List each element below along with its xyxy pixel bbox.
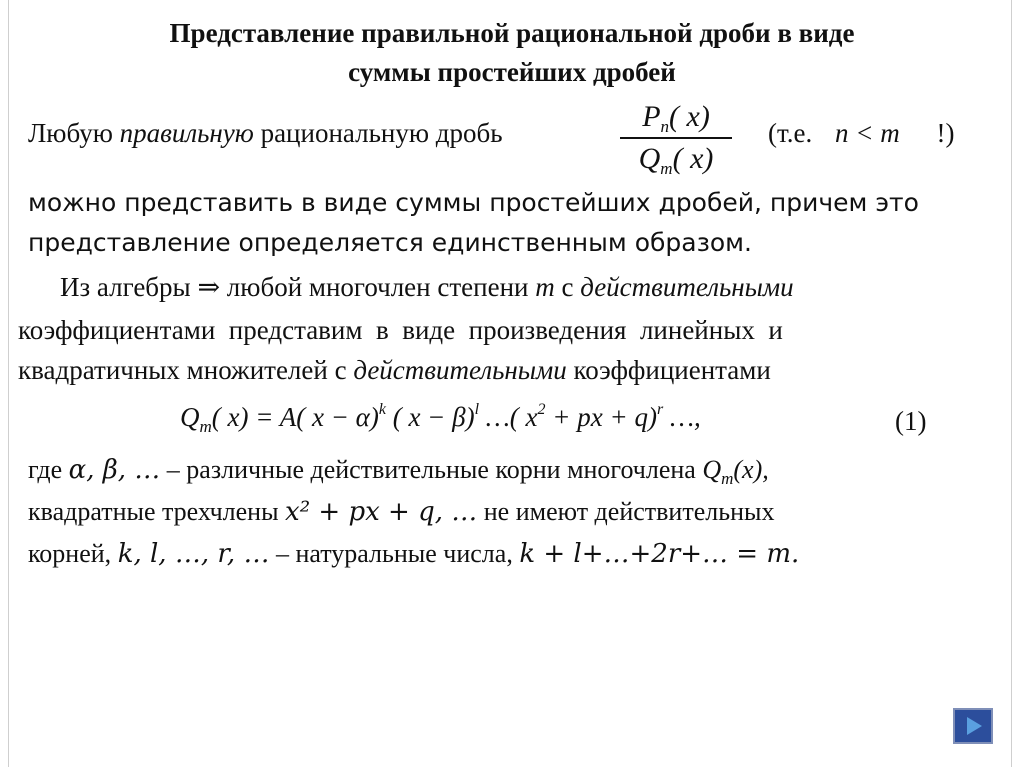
te-note xyxy=(768,118,954,149)
p1-text-a: Любую xyxy=(28,118,120,148)
p3-l1-italic: действительными xyxy=(580,272,794,302)
p4-l3-b: – натуральные числа, xyxy=(269,539,520,568)
p2-line2: представление определяется единственным образом. xyxy=(28,228,752,257)
p3-l1-b: с xyxy=(554,272,581,302)
p3-l1-m: m xyxy=(535,272,555,302)
formula-lhs: Q xyxy=(180,402,200,432)
p4-l2-a: квадратные трехчлены xyxy=(28,497,286,526)
te-text: (т.е. xyxy=(768,118,813,148)
slide-title-line1: Представление правильной рациональной дроби в виде xyxy=(169,18,855,48)
p4-l2-b: не имеют действительных xyxy=(477,497,775,526)
p4-line3 xyxy=(28,539,799,569)
formula-exp-l: l xyxy=(474,401,480,418)
formula-part-b: ( x − β) xyxy=(385,402,475,432)
fraction-denominator xyxy=(620,142,732,176)
p4-l1-b: – различные действительные корни многочлена xyxy=(160,455,703,484)
p4-l3-math2: k + l+…+2r+… = m. xyxy=(519,539,800,569)
p3-line1 xyxy=(60,272,794,303)
p4-l1-qsub: m xyxy=(721,469,734,488)
den-main: Q xyxy=(638,142,661,175)
formula-part-c: …( x xyxy=(479,402,538,432)
p4-line2 xyxy=(28,497,774,527)
fraction-bar xyxy=(620,137,732,139)
num-arg: ( x) xyxy=(669,100,710,133)
formula-number: (1) xyxy=(895,406,927,436)
te-condition: n < m xyxy=(835,118,900,148)
formula-1 xyxy=(180,401,701,436)
formula-part-a: ( x) = A( x − α) xyxy=(211,402,379,432)
p2-line1: можно представить в виде суммы простейших дробей, причем это xyxy=(28,188,919,217)
fraction-numerator xyxy=(620,100,732,134)
p3-line2: коэффициентами представим в виде произведения линейных и xyxy=(18,315,783,345)
formula-lhs-sub: m xyxy=(199,417,212,436)
slide-title-line2: суммы простейших дробей xyxy=(348,57,676,87)
p4-l1-c: (x), xyxy=(733,455,769,484)
p1-italic: правильную xyxy=(119,118,254,148)
p4-l1-math: α, β, … xyxy=(68,455,161,485)
next-slide-button[interactable] xyxy=(953,708,993,744)
p4-line1 xyxy=(28,455,769,488)
p4-l3-a: корней, xyxy=(28,539,118,568)
p4-l1-a: где xyxy=(28,455,69,484)
p1-text-b: рациональную дробь xyxy=(253,118,503,148)
fraction-pn-qm xyxy=(620,100,732,176)
formula-exp-r: r xyxy=(656,401,664,418)
p4-l2-math: x² + px + q, … xyxy=(285,497,478,527)
num-sub: n xyxy=(660,117,670,136)
p3-l3-b: коэффициентами xyxy=(566,355,771,385)
play-right-icon xyxy=(967,717,982,735)
p4-l1-q: Q xyxy=(702,455,722,484)
num-main: P xyxy=(642,100,661,133)
den-arg: ( x) xyxy=(672,142,714,175)
p3-line3 xyxy=(18,355,771,386)
formula-part-e: …, xyxy=(663,402,701,432)
paragraph-1 xyxy=(28,118,503,149)
p4-l3-math1: k, l, …, r, … xyxy=(117,539,270,569)
formula-exp-k: k xyxy=(378,401,386,418)
p3-l3-italic: действительными xyxy=(353,355,567,385)
den-sub: m xyxy=(660,159,673,178)
p3-l3-a: квадратичных множителей с xyxy=(18,355,354,385)
formula-part-d: + px + q) xyxy=(545,402,657,432)
te-end: !) xyxy=(936,118,955,148)
formula-exp-2: 2 xyxy=(537,401,546,418)
p3-l1-a: Из алгебры ⇒ любой многочлен степени xyxy=(60,272,536,302)
